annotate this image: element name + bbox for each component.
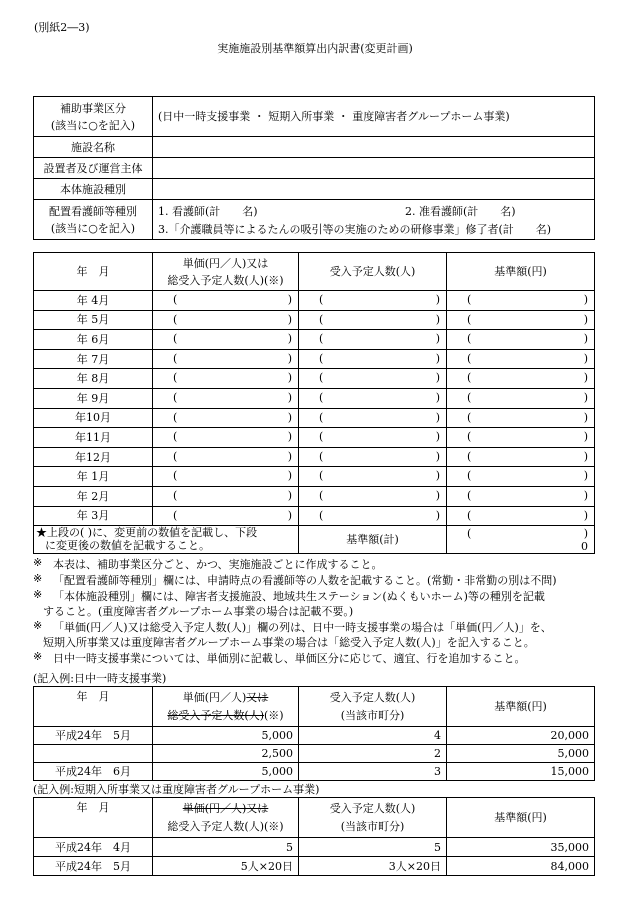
example-month: 平成24年 6月 <box>34 763 153 781</box>
example-month: 平成24年 4月 <box>34 838 153 857</box>
col-unit-header-line1: 単価(円／人)又は <box>182 256 269 270</box>
note-item <box>33 620 552 650</box>
paren-open: ( <box>467 332 472 346</box>
recipients-cell <box>299 388 447 408</box>
info-label-line: 施設名称 <box>71 140 115 154</box>
paren-open: ( <box>319 410 324 424</box>
paren-open: ( <box>173 332 178 346</box>
unit-cell <box>153 506 299 526</box>
paren-open: ( <box>173 371 178 385</box>
example-base: 5,000 <box>447 745 595 763</box>
base-cell <box>447 310 595 330</box>
col-month-header: 年 月 <box>34 253 153 291</box>
base-cell <box>447 428 595 448</box>
month-label: 年10月 <box>34 408 153 428</box>
nurse-option-1: 1. 看護師(計 名) <box>158 204 258 218</box>
note-item <box>33 589 545 619</box>
paren-close: ) <box>287 312 292 326</box>
ex1-recipients-line1: 受入予定人数(人) <box>329 690 416 704</box>
paren-close: ) <box>435 332 440 346</box>
month-row <box>34 506 595 526</box>
month-row <box>34 291 595 311</box>
example-unit: 2,500 <box>153 745 299 763</box>
base-cell <box>447 349 595 369</box>
example-row <box>34 763 595 781</box>
ex1-col-recipients-header <box>299 687 447 727</box>
paren-close: ) <box>287 351 292 365</box>
month-row <box>34 428 595 448</box>
base-cell <box>447 291 595 311</box>
example2-caption: (記入例:短期入所事業又は重度障害者グループホーム事業) <box>33 783 320 796</box>
paren-open: ( <box>467 312 472 326</box>
info-label <box>34 97 153 137</box>
note-line: 短期入所事業又は重度障害者グループホーム事業の場合は「総受入予定人数(人)」を記入すること。 <box>43 636 535 649</box>
base-cell <box>447 467 595 487</box>
paren-open: ( <box>467 371 472 385</box>
info-label <box>34 137 153 158</box>
info-label-line: (該当に○を記入) <box>50 221 136 235</box>
note-line: 「配置看護師等種別」欄には、申請時点の看護師等の人数を記載すること。(常勤・非常勤の別は不問) <box>53 574 557 587</box>
example2-header <box>34 798 595 838</box>
paren-close: ) <box>287 371 292 385</box>
note-line: 本表は、補助事業区分ごと、かつ、実施施設ごとに作成すること。 <box>53 558 383 571</box>
recipients-cell <box>299 291 447 311</box>
month-row <box>34 408 595 428</box>
paren-close: ) <box>287 293 292 306</box>
example1-caption: (記入例:日中一時支援事業) <box>33 672 167 685</box>
paren-open: ( <box>319 469 324 483</box>
paren-close: ) <box>435 293 440 306</box>
paren-close: ) <box>287 488 292 502</box>
base-cell <box>447 506 595 526</box>
paren-open: ( <box>319 390 324 404</box>
paren-close: ) <box>435 469 440 483</box>
month-row <box>34 369 595 389</box>
ex1-unit-struck2: 総受入予定人数(人) <box>167 708 264 722</box>
example1-table <box>33 686 595 781</box>
info-value <box>153 158 595 179</box>
base-cell <box>447 486 595 506</box>
info-value <box>153 200 595 240</box>
paren-close: ) <box>287 449 292 463</box>
paren-open: ( <box>319 332 324 346</box>
paren-close: ) <box>435 371 440 385</box>
unit-cell <box>153 428 299 448</box>
paren-close: ) <box>583 371 588 385</box>
month-label: 年 4月 <box>34 291 153 311</box>
note-item <box>33 557 383 572</box>
total-label: 基準額(計) <box>299 526 447 554</box>
example-base: 35,000 <box>447 838 595 857</box>
ex1-col-base-header: 基準額(円) <box>447 687 595 727</box>
paren-close: ) <box>435 410 440 424</box>
paren-close: ) <box>583 527 588 541</box>
paren-open: ( <box>173 390 178 404</box>
note-mark: ※ <box>33 619 43 632</box>
recipients-cell <box>299 369 447 389</box>
nurse-option-2: 2. 准看護師(計 名) <box>405 204 516 218</box>
paren-open: ( <box>467 488 472 502</box>
paren-open: ( <box>319 293 324 306</box>
month-row <box>34 467 595 487</box>
note-line: すること。(重度障害者グループホーム事業の場合は記載不要。) <box>43 605 354 618</box>
example-row <box>34 838 595 857</box>
info-label-line: 配置看護師等種別 <box>49 204 137 218</box>
info-label-line: 本体施設種別 <box>60 182 126 196</box>
info-table <box>33 96 595 240</box>
note-line: 「単価(円／人)又は総受入予定人数(人)」欄の列は、日中一時支援事業の場合は「単価(円／人)」を、 <box>53 621 552 634</box>
ex1-col-unit-header <box>153 687 299 727</box>
month-label: 年12月 <box>34 447 153 467</box>
paren-close: ) <box>435 430 440 444</box>
info-label-line: 補助事業区分 <box>60 101 126 115</box>
month-row <box>34 349 595 369</box>
nurse-type-options <box>158 202 594 238</box>
ex1-recipients-line2: (当該市町分) <box>340 708 405 722</box>
month-row <box>34 447 595 467</box>
info-row <box>34 179 595 200</box>
paren-close: ) <box>287 410 292 424</box>
base-cell <box>447 408 595 428</box>
recipients-cell <box>299 349 447 369</box>
month-row <box>34 486 595 506</box>
paren-close: ) <box>287 332 292 346</box>
paren-open: ( <box>319 430 324 444</box>
form-id: (別紙2―3) <box>34 21 90 34</box>
base-cell <box>447 330 595 350</box>
ex1-unit-normal: 単価(円／人) <box>182 690 247 704</box>
month-label: 年 2月 <box>34 486 153 506</box>
recipients-cell <box>299 467 447 487</box>
paren-open: ( <box>319 351 324 365</box>
total-value: 0 <box>581 540 588 554</box>
paren-open: ( <box>467 390 472 404</box>
paren-open: ( <box>319 508 324 522</box>
info-label <box>34 158 153 179</box>
recipients-cell <box>299 486 447 506</box>
star-note-line2: に変更後の数値を記載すること。 <box>45 539 210 552</box>
base-cell <box>447 369 595 389</box>
example-recipients: 3人×20日 <box>299 857 447 876</box>
paren-close: ) <box>287 390 292 404</box>
unit-cell <box>153 291 299 311</box>
star-note <box>36 526 257 552</box>
ex2-unit-struck: 単価(円／人)又は <box>182 801 269 815</box>
paren-close: ) <box>287 430 292 444</box>
month-row <box>34 310 595 330</box>
month-label: 年 6月 <box>34 330 153 350</box>
monthly-table-header <box>34 253 595 291</box>
month-label: 年 5月 <box>34 310 153 330</box>
ex2-recipients-line1: 受入予定人数(人) <box>329 801 416 815</box>
paren-close: ) <box>583 469 588 483</box>
paren-open: ( <box>319 371 324 385</box>
recipients-cell <box>299 506 447 526</box>
paren-close: ) <box>583 332 588 346</box>
page-title: 実施施設別基準額算出内訳書(変更計画) <box>217 42 413 55</box>
paren-close: ) <box>583 449 588 463</box>
example2-table <box>33 797 595 876</box>
paren-open: ( <box>467 449 472 463</box>
example-recipients: 4 <box>299 727 447 745</box>
unit-cell <box>153 369 299 389</box>
recipients-cell <box>299 310 447 330</box>
note-item <box>33 651 526 666</box>
paren-open: ( <box>173 351 178 365</box>
example-row <box>34 857 595 876</box>
example-unit: 5,000 <box>153 763 299 781</box>
unit-cell <box>153 467 299 487</box>
month-row <box>34 388 595 408</box>
paren-open: ( <box>173 469 178 483</box>
month-label: 年 3月 <box>34 506 153 526</box>
col-base-header: 基準額(円) <box>447 253 595 291</box>
example-month: 平成24年 5月 <box>34 857 153 876</box>
example-unit: 5,000 <box>153 727 299 745</box>
note-line: 日中一時支援事業については、単価別に記載し、単価区分に応じて、適宜、行を追加すること。 <box>53 652 526 665</box>
paren-close: ) <box>583 488 588 502</box>
total-value-cell <box>447 526 595 554</box>
note-mark: ※ <box>33 556 43 569</box>
unit-cell <box>153 486 299 506</box>
paren-open: ( <box>319 449 324 463</box>
ex1-unit-struck1: 又は <box>246 690 269 704</box>
star-note-line1: ★上段の( )に、変更前の数値を記載し、下段 <box>36 526 258 539</box>
info-row <box>34 158 595 179</box>
paren-open: ( <box>173 508 178 522</box>
unit-cell <box>153 310 299 330</box>
paren-open: ( <box>173 410 178 424</box>
paren-close: ) <box>287 508 292 522</box>
note-mark: ※ <box>33 650 43 663</box>
paren-open: ( <box>467 430 472 444</box>
paren-close: ) <box>435 312 440 326</box>
paren-close: ) <box>583 410 588 424</box>
example-row <box>34 745 595 763</box>
info-label-line: 設置者及び運営主体 <box>43 161 143 175</box>
info-value <box>153 97 595 137</box>
info-value <box>153 137 595 158</box>
month-label: 年 7月 <box>34 349 153 369</box>
unit-cell <box>153 349 299 369</box>
col-recipients-header: 受入予定人数(人) <box>299 253 447 291</box>
example-recipients: 5 <box>299 838 447 857</box>
unit-cell <box>153 447 299 467</box>
paren-open: ( <box>467 410 472 424</box>
paren-open: ( <box>467 508 472 522</box>
paren-close: ) <box>583 430 588 444</box>
paren-close: ) <box>583 293 588 306</box>
paren-close: ) <box>583 312 588 326</box>
recipients-cell <box>299 330 447 350</box>
month-label: 年 1月 <box>34 467 153 487</box>
example-unit: 5人×20日 <box>153 857 299 876</box>
example1-header <box>34 687 595 727</box>
ex2-unit-line2: 総受入予定人数(人)(※) <box>167 819 284 833</box>
example-row <box>34 727 595 745</box>
info-value-text: (日中一時支援事業 ・ 短期入所事業 ・ 重度障害者グループホーム事業) <box>158 110 510 123</box>
ex2-col-base-header: 基準額(円) <box>447 798 595 838</box>
example-month <box>34 745 153 763</box>
example-unit: 5 <box>153 838 299 857</box>
month-label: 年 9月 <box>34 388 153 408</box>
info-row <box>34 137 595 158</box>
info-value <box>153 179 595 200</box>
paren-open: ( <box>173 293 178 306</box>
unit-cell <box>153 408 299 428</box>
ex2-recipients-line2: (当該市町分) <box>340 819 405 833</box>
note-line: 「本体施設種別」欄には、障害者支援施設、地域共生ステーション(ぬくもいホーム)等の種別を記載 <box>53 590 545 603</box>
paren-close: ) <box>435 449 440 463</box>
paren-open: ( <box>173 449 178 463</box>
unit-cell <box>153 388 299 408</box>
recipients-cell <box>299 428 447 448</box>
info-label <box>34 200 153 240</box>
paren-close: ) <box>583 508 588 522</box>
col-unit-header-line2: 総受入予定人数(人)(※) <box>167 273 284 287</box>
note-item <box>33 573 557 588</box>
example-base: 15,000 <box>447 763 595 781</box>
example-recipients: 3 <box>299 763 447 781</box>
paren-open: ( <box>319 488 324 502</box>
month-row <box>34 330 595 350</box>
ex1-unit-mark: (※) <box>264 708 284 722</box>
info-label <box>34 179 153 200</box>
example-base: 20,000 <box>447 727 595 745</box>
paren-open: ( <box>467 527 472 541</box>
example-recipients: 2 <box>299 745 447 763</box>
ex2-col-month-header: 年 月 <box>34 798 153 838</box>
paren-open: ( <box>173 312 178 326</box>
example-month: 平成24年 5月 <box>34 727 153 745</box>
recipients-cell <box>299 447 447 467</box>
col-unit-header <box>153 253 299 291</box>
paren-close: ) <box>583 351 588 365</box>
note-mark: ※ <box>33 588 43 601</box>
info-row <box>34 97 595 137</box>
paren-open: ( <box>173 430 178 444</box>
paren-open: ( <box>467 469 472 483</box>
ex2-col-recipients-header <box>299 798 447 838</box>
paren-close: ) <box>435 488 440 502</box>
paren-close: ) <box>287 469 292 483</box>
ex1-col-month-header: 年 月 <box>34 687 153 727</box>
ex2-col-unit-header <box>153 798 299 838</box>
paren-close: ) <box>435 508 440 522</box>
example-base: 84,000 <box>447 857 595 876</box>
note-mark: ※ <box>33 572 43 585</box>
nurse-option-3: 3.「介護職員等によるたんの吸引等の実施のための研修事業」修了者(計 名) <box>158 222 552 236</box>
paren-open: ( <box>173 488 178 502</box>
base-cell <box>447 388 595 408</box>
paren-open: ( <box>467 293 472 306</box>
paren-open: ( <box>319 312 324 326</box>
recipients-cell <box>299 408 447 428</box>
paren-open: ( <box>467 351 472 365</box>
paren-close: ) <box>435 390 440 404</box>
month-label: 年 8月 <box>34 369 153 389</box>
monthly-table <box>33 252 595 554</box>
info-label-line: (該当に○を記入) <box>50 118 136 132</box>
info-row <box>34 200 595 240</box>
base-cell <box>447 447 595 467</box>
paren-close: ) <box>583 390 588 404</box>
month-label: 年11月 <box>34 428 153 448</box>
unit-cell <box>153 330 299 350</box>
paren-close: ) <box>435 351 440 365</box>
